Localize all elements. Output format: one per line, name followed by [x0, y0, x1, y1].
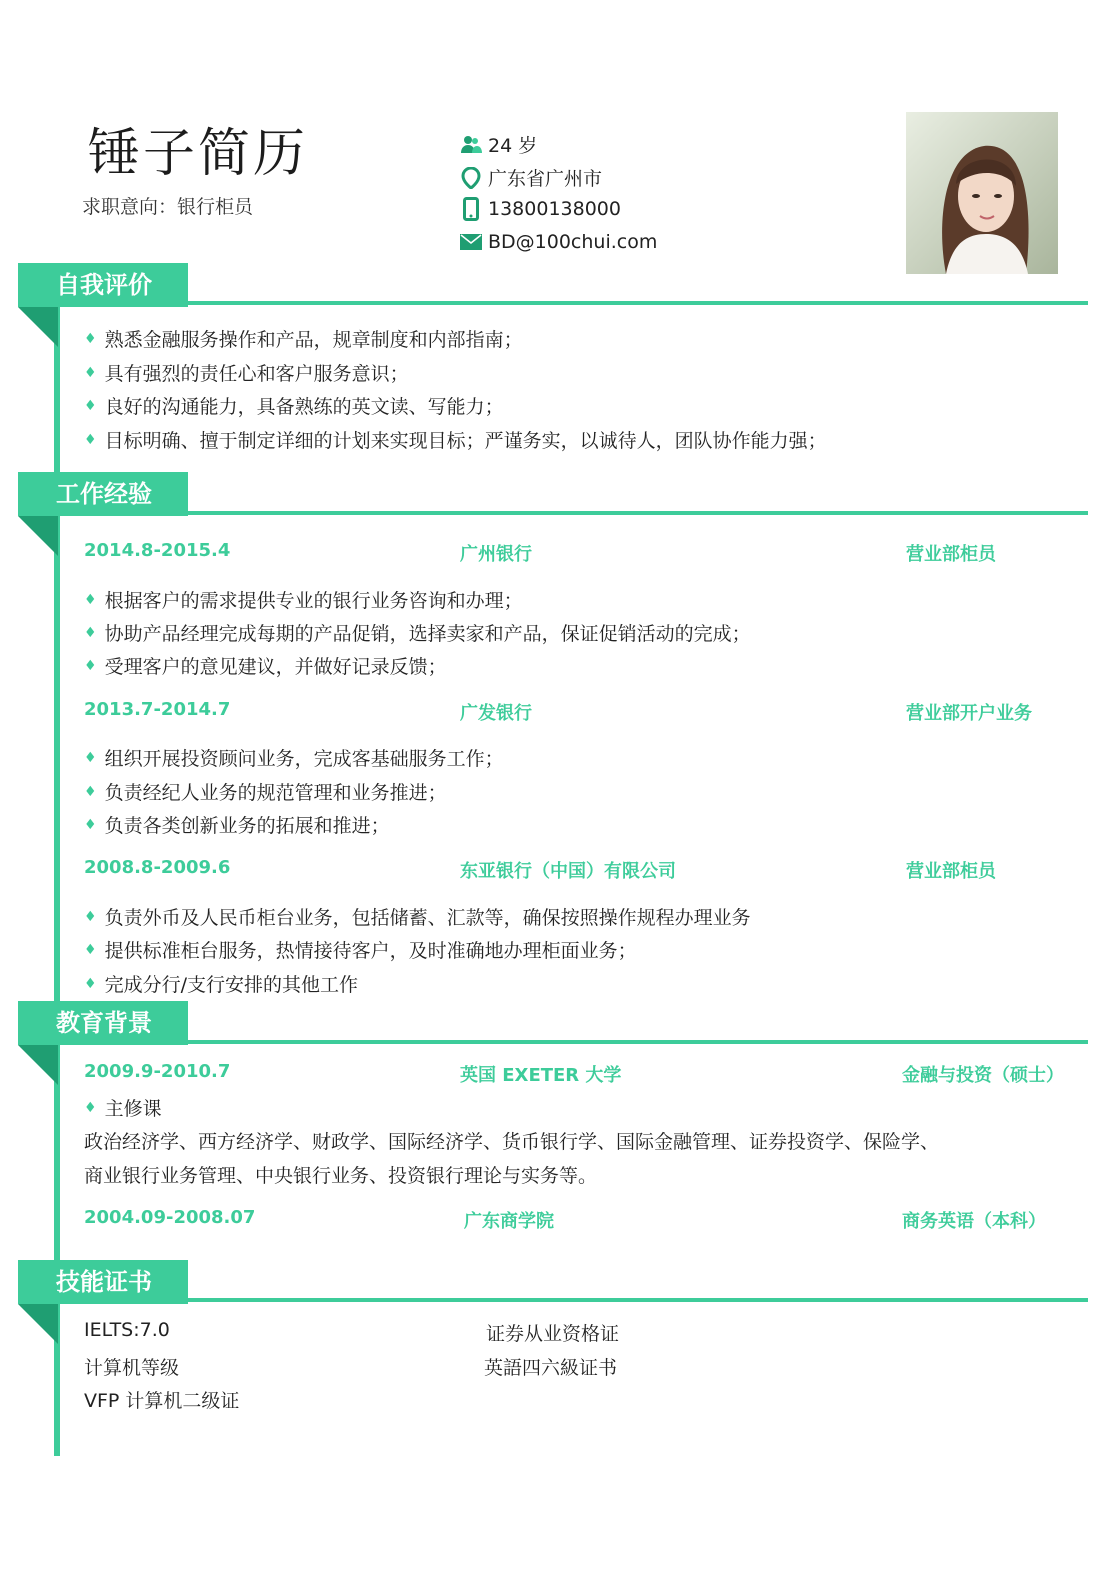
diamond-icon: ♦: [84, 749, 97, 766]
phone-icon: [460, 197, 482, 221]
section-title: 教育背景: [56, 1009, 152, 1037]
list-item: ♦ 组织开展投资顾问业务，完成客基础服务工作；: [84, 748, 504, 770]
course-list: 政治经济学、西方经济学、财政学、国际经济学、货币银行学、国际金融管理、证券投资学、保险学、: [84, 1131, 940, 1153]
list-item: ♦ 具有强烈的责任心和客户服务意识；: [84, 363, 409, 385]
list-item: ♦ 良好的沟通能力，具备熟练的英文读、写能力；: [84, 396, 504, 418]
section-title: 工作经验: [56, 480, 152, 508]
edu-major: 商务英语（本科）: [902, 1211, 1046, 1232]
job-company: 东亚银行（中国）有限公司: [460, 861, 676, 882]
job-company: 广发银行: [460, 703, 532, 724]
location-pin-icon: [460, 166, 482, 190]
job-period: 2014.8-2015.4: [84, 540, 231, 561]
skill-item: IELTS:7.0: [84, 1319, 170, 1341]
section-title: 技能证书: [56, 1268, 152, 1296]
mail-icon: [460, 230, 482, 254]
edu-school: 广东商学院: [464, 1211, 554, 1232]
contact-phone: [460, 197, 621, 221]
list-item: ♦ 根据客户的需求提供专业的银行业务咨询和办理；: [84, 590, 523, 612]
job-intent: 求职意向：银行柜员: [82, 196, 254, 218]
contact-age: [460, 131, 537, 158]
diamond-icon: ♦: [84, 941, 97, 958]
diamond-icon: ♦: [84, 1099, 97, 1116]
diamond-icon: ♦: [84, 816, 97, 833]
section-fold: [18, 1304, 58, 1344]
course-list: 商业银行业务管理、中央银行业务、投资银行理论与实务等。: [84, 1165, 598, 1187]
diamond-icon: ♦: [84, 624, 97, 641]
list-item: ♦ 负责各类创新业务的拓展和推进；: [84, 815, 390, 837]
edu-period: 2009.9-2010.7: [84, 1061, 231, 1082]
list-item: ♦ 熟悉金融服务操作和产品，规章制度和内部指南；: [84, 329, 523, 351]
section-rule: [188, 301, 1088, 305]
section-rule: [188, 1040, 1088, 1044]
list-item: ♦ 主修课: [84, 1098, 162, 1120]
diamond-icon: ♦: [84, 591, 97, 608]
diamond-icon: ♦: [84, 364, 97, 381]
list-item: ♦ 提供标准柜台服务，热情接待客户，及时准确地办理柜面业务；: [84, 940, 637, 962]
section-title: 自我评价: [56, 271, 152, 299]
section-rule: [188, 1298, 1088, 1302]
diamond-icon: ♦: [84, 657, 97, 674]
diamond-icon: ♦: [84, 975, 97, 992]
age-text: 24 岁: [488, 135, 538, 157]
skill-item: 英語四六級证书: [484, 1357, 618, 1379]
skill-item: VFP 计算机二级证: [84, 1390, 240, 1412]
list-item: ♦ 负责经纪人业务的规范管理和业务推进；: [84, 782, 447, 804]
list-item: ♦ 受理客户的意见建议，并做好记录反馈；: [84, 656, 447, 678]
edu-major: 金融与投资（硕士）: [902, 1065, 1064, 1086]
section-fold: [18, 516, 58, 556]
list-item: ♦ 完成分行/支行安排的其他工作: [84, 974, 358, 996]
section-fold: [18, 1045, 58, 1085]
diamond-icon: ♦: [84, 330, 97, 347]
diamond-icon: ♦: [84, 431, 97, 448]
contact-email: [460, 230, 657, 254]
person-icon: [460, 133, 482, 157]
list-item: ♦ 目标明确、擅于制定详细的计划来实现目标；严谨务实，以诚待人，团队协作能力强；: [84, 430, 827, 452]
list-item: ♦ 负责外币及人民币柜台业务，包括储蓄、汇款等，确保按照操作规程办理业务: [84, 907, 751, 929]
edu-school: 英国 EXETER 大学: [460, 1065, 622, 1086]
job-company: 广州银行: [460, 544, 532, 565]
edu-period: 2004.09-2008.07: [84, 1207, 256, 1228]
profile-photo: [906, 112, 1058, 274]
diamond-icon: ♦: [84, 783, 97, 800]
list-item: ♦ 协助产品经理完成每期的产品促销，选择卖家和产品，保证促销活动的完成；: [84, 623, 751, 645]
contact-location: [460, 164, 602, 191]
resume-name: 锤子简历: [88, 124, 309, 184]
section-fold: [18, 307, 58, 347]
skill-item: 计算机等级: [84, 1357, 180, 1379]
section-rule: [188, 511, 1088, 515]
email-text: BD@100chui.com: [488, 231, 658, 253]
job-role: 营业部柜员: [906, 861, 996, 882]
location-text: 广东省广州市: [488, 168, 603, 190]
job-period: 2013.7-2014.7: [84, 699, 231, 720]
phone-text: 13800138000: [488, 198, 621, 220]
job-role: 营业部柜员: [906, 544, 996, 565]
job-period: 2008.8-2009.6: [84, 857, 231, 878]
skill-item: 证券从业资格证: [486, 1323, 620, 1345]
diamond-icon: ♦: [84, 397, 97, 414]
job-role: 营业部开户业务: [906, 703, 1032, 724]
diamond-icon: ♦: [84, 908, 97, 925]
